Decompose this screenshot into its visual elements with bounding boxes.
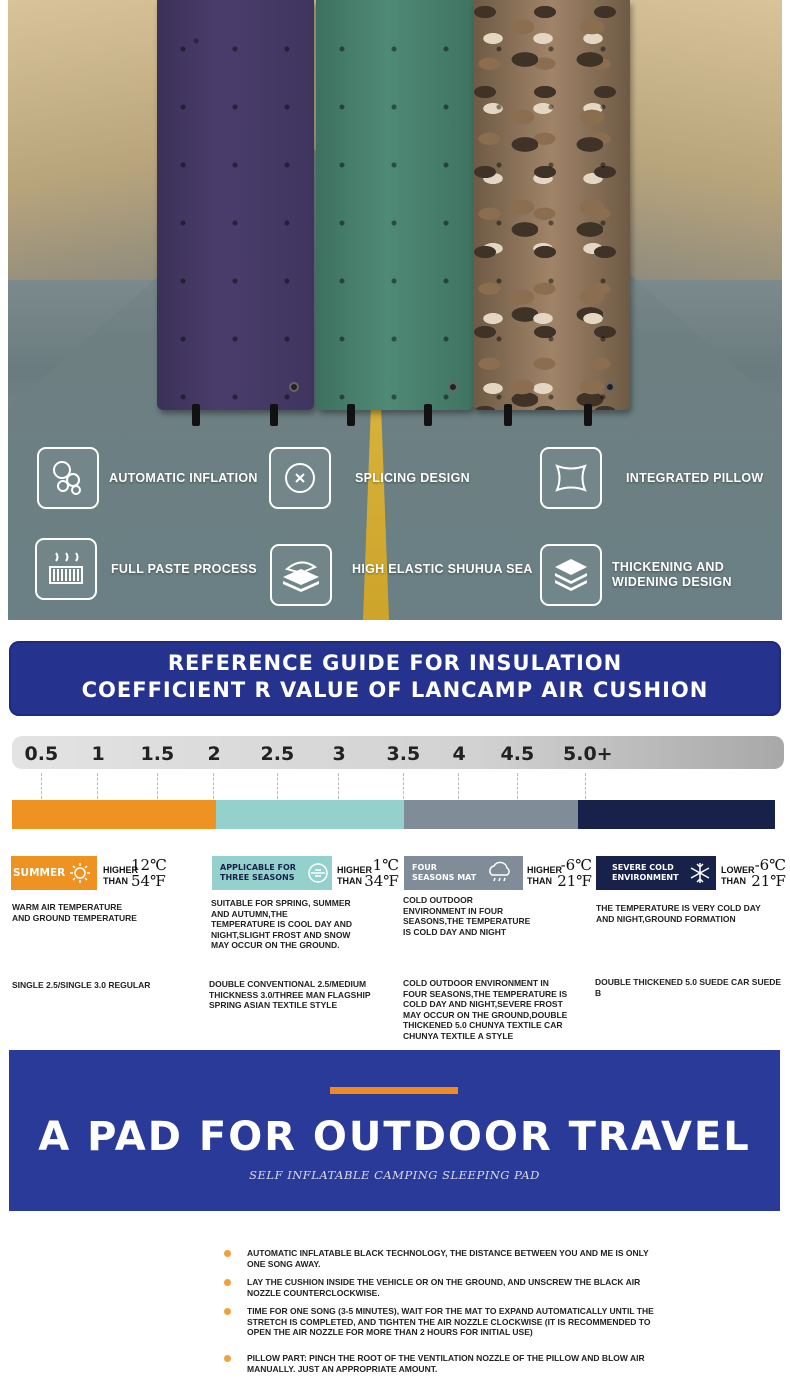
circle-x-icon xyxy=(269,447,331,509)
pad-strap xyxy=(504,404,512,426)
feature-integrated-pillow xyxy=(540,447,764,509)
bullet-dot-icon xyxy=(224,1250,231,1257)
instruction-item: PILLOW PART: PINCH THE ROOT OF THE VENTILATION NOZZLE OF THE PILLOW AND BLOW AIR MANUALLY. JUST AN APPROPRIATE AMOUNT. xyxy=(224,1353,657,1374)
r-value-band xyxy=(404,800,578,829)
climate-badge-summer xyxy=(11,856,97,890)
sun-icon xyxy=(69,862,91,884)
outdoor-travel-banner xyxy=(9,1050,780,1211)
r-value-tick: 3.5 xyxy=(386,743,421,765)
pad-strap xyxy=(347,404,355,426)
feature-automatic-inflation xyxy=(37,447,258,509)
feature-label: INTEGRATED PILLOW xyxy=(626,470,764,485)
air-valve-icon xyxy=(448,382,458,392)
sleeping-pad-camo xyxy=(473,0,630,410)
r-value-tick: 4 xyxy=(452,743,466,765)
r-value-gridline xyxy=(97,773,98,799)
instruction-item: AUTOMATIC INFLATABLE BLACK TECHNOLOGY, THE DISTANCE BETWEEN YOU AND ME IS ONLY ONE SONG AWAY. xyxy=(224,1248,657,1269)
air-valve-icon xyxy=(605,382,615,392)
thermometer-icon xyxy=(306,861,330,885)
climate-temps: -6℃ 21℉ xyxy=(751,856,786,890)
climate-products: SINGLE 2.5/SINGLE 3.0 REGULAR xyxy=(12,980,151,990)
reference-title-line1: REFERENCE GUIDE FOR INSULATION xyxy=(167,651,623,675)
r-value-band xyxy=(578,800,775,829)
climate-badge-four-seasons xyxy=(404,856,523,890)
air-valve-icon xyxy=(289,382,299,392)
sleeping-pad-purple xyxy=(157,0,314,410)
instruction-item: LAY THE CUSHION INSIDE THE VEHICLE OR ON THE GROUND, AND UNSCREW THE BLACK AIR NOZZLE COUNTERCLOCKWISE. xyxy=(224,1277,657,1298)
desert-right xyxy=(622,0,782,280)
climate-products: COLD OUTDOOR ENVIRONMENT IN FOUR SEASONS,THE TEMPERATURE IS COLD DAY AND NIGHT,SEVERE FROST MAY OCCUR ON THE GROUND,DOUBLE THICKENED 5.0 CHUNYA TEXTILE CAR CHUNYA TEXTILE A STYLE xyxy=(403,978,568,1041)
badge-label: SUMMER xyxy=(13,867,66,879)
r-value-gridline xyxy=(213,773,214,799)
r-value-band xyxy=(12,800,216,829)
badge-label: APPLICABLE FOR THREE SEASONS xyxy=(220,863,296,882)
r-value-gridline xyxy=(585,773,586,799)
feature-label: HIGH ELASTIC SHUHUA SEA xyxy=(352,561,533,576)
climate-relation: LOWER THAN xyxy=(721,865,755,886)
climate-products: DOUBLE CONVENTIONAL 2.5/MEDIUM THICKNESS 3.0/THREE MAN FLAGSHIP SPRING ASIAN TEXTILE STYLE xyxy=(209,979,371,1010)
climate-badge-severe-cold xyxy=(596,856,716,890)
r-value-gridline xyxy=(403,773,404,799)
climate-description: COLD OUTDOOR ENVIRONMENT IN FOUR SEASONS,THE TEMPERATURE IS COLD DAY AND NIGHT xyxy=(403,895,531,937)
r-value-tick: 0.5 xyxy=(24,743,59,765)
climate-temps: 12℃ 54℉ xyxy=(131,856,167,890)
sleeping-pad-green xyxy=(316,0,473,410)
r-value-gridline xyxy=(458,773,459,799)
pad-strap xyxy=(192,404,200,426)
climate-temps: -6℃ 21℉ xyxy=(557,856,592,890)
climate-temps: 1℃ 34℉ xyxy=(364,856,399,890)
bubbles-icon xyxy=(37,447,99,509)
feature-label: SPLICING DESIGN xyxy=(355,470,470,485)
climate-products: DOUBLE THICKENED 5.0 SUEDE CAR SUEDE B xyxy=(595,977,782,998)
feature-thickening-widening xyxy=(540,544,782,606)
heat-press-icon xyxy=(35,538,97,600)
r-value-gridline xyxy=(517,773,518,799)
instruction-item: TIME FOR ONE SONG (3-5 MINUTES), WAIT FOR THE MAT TO EXPAND AUTOMATICALLY UNTIL THE STRETCH IS COMPLETED, AND TIGHTEN THE AIR NOZZLE CLOCKWISE (IT IS RECOMMENDED TO OPEN THE AIR NOZZLE FOR MORE THAN 2 HOURS FOR INITIAL USE) xyxy=(224,1306,657,1338)
travel-subtitle: SELF INFLATABLE CAMPING SLEEPING PAD xyxy=(249,1168,540,1182)
foam-layers-icon xyxy=(270,544,332,606)
r-value-tick: 1.5 xyxy=(140,743,175,765)
stack-layers-icon xyxy=(540,544,602,606)
climate-description: SUITABLE FOR SPRING, SUMMER AND AUTUMN,THE TEMPERATURE IS COOL DAY AND NIGHT,SLIGHT FROST AND SNOW MAY OCCUR ON THE GROUND. xyxy=(211,898,353,950)
feature-high-elastic xyxy=(270,544,533,606)
hero-image xyxy=(8,0,782,620)
desert-left xyxy=(8,0,168,280)
reference-banner xyxy=(9,641,781,716)
r-value-gridline xyxy=(277,773,278,799)
bullet-dot-icon xyxy=(224,1355,231,1362)
bullet-dot-icon xyxy=(224,1279,231,1286)
feature-splicing-design xyxy=(269,447,470,509)
accent-bar xyxy=(330,1087,458,1094)
feature-label: AUTOMATIC INFLATION xyxy=(109,470,258,485)
r-value-tick: 1 xyxy=(91,743,105,765)
r-value-tick: 2 xyxy=(207,743,221,765)
badge-label: FOUR SEASONS MAT xyxy=(412,863,477,882)
snowflake-icon xyxy=(688,861,712,885)
climate-description: THE TEMPERATURE IS VERY COLD DAY AND NIGHT,GROUND FORMATION xyxy=(596,903,761,924)
pad-strap xyxy=(270,404,278,426)
r-value-gridline xyxy=(41,773,42,799)
feature-label: FULL PASTE PROCESS xyxy=(111,561,257,576)
reference-title-line2: COEFFICIENT R VALUE OF LANCAMP AIR CUSHION xyxy=(81,678,709,702)
r-value-tick: 5.0+ xyxy=(563,743,613,765)
r-value-tick: 4.5 xyxy=(500,743,535,765)
r-value-tick: 2.5 xyxy=(260,743,295,765)
climate-relation: HIGHER THAN xyxy=(103,865,139,886)
pillow-icon xyxy=(540,447,602,509)
feature-label: THICKENING AND WIDENING DESIGN xyxy=(612,560,732,589)
pad-strap xyxy=(424,404,432,426)
bullet-dot-icon xyxy=(224,1308,231,1315)
r-value-gridline xyxy=(338,773,339,799)
r-value-gridline xyxy=(157,773,158,799)
cloud-rain-icon xyxy=(486,861,514,885)
feature-full-paste-process xyxy=(35,538,257,600)
climate-description: WARM AIR TEMPERATURE AND GROUND TEMPERATURE xyxy=(12,902,137,923)
pad-strap xyxy=(584,404,592,426)
badge-label: SEVERE COLD ENVIRONMENT xyxy=(612,863,679,882)
travel-title: A PAD FOR OUTDOOR TRAVEL xyxy=(38,1114,751,1160)
r-value-tick: 3 xyxy=(332,743,346,765)
climate-relation: HIGHER THAN xyxy=(337,865,373,886)
climate-relation: HIGHER THAN xyxy=(527,865,563,886)
climate-badge-three-seasons xyxy=(212,856,332,890)
r-value-band xyxy=(216,800,404,829)
